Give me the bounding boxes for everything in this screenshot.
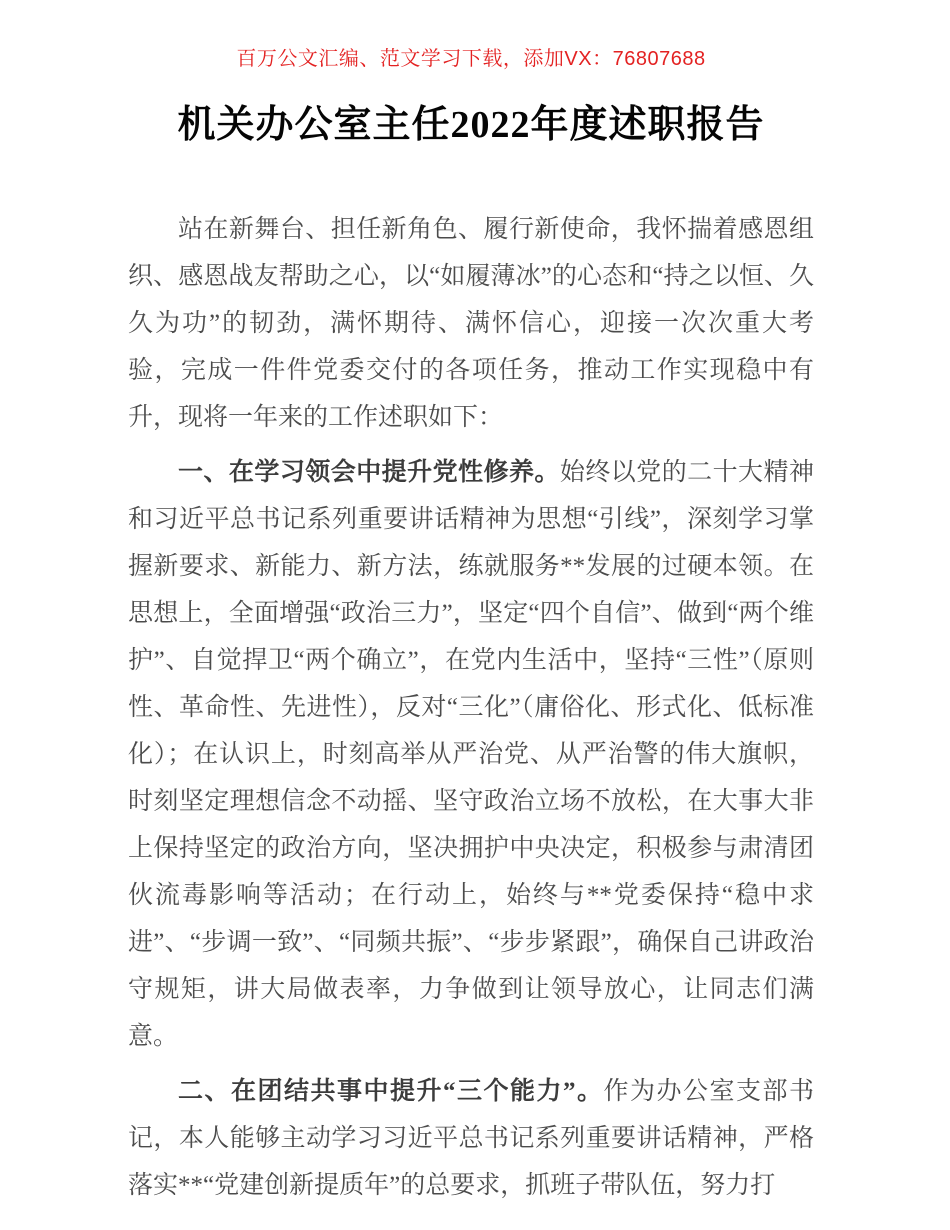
paragraph-text: 作为办公室支部书记，本人能够主动学习习近平总书记系列重要讲话精神，严格落实**“党建创新提质年”的总要求，抓班子带队伍，努力打	[128, 1078, 814, 1199]
paragraph	[128, 1068, 814, 1209]
paragraph	[128, 449, 814, 1060]
watermark-notice: 百万公文汇编、范文学习下载，添加VX：76807688	[236, 48, 706, 70]
paragraph	[128, 206, 814, 441]
section-heading: 二、在团结共事中提升“三个能力”。	[178, 1078, 604, 1105]
paragraph-text: 始终以党的二十大精神和习近平总书记系列重要讲话精神为思想“引线”，深刻学习掌握新要求、新能力、新方法，练就服务**发展的过硬本领。在思想上，全面增强“政治三力”，坚定“四个自信”、做到“两个维护”、自觉捍卫“两个确立”，在党内生活中，坚持“三性”（原则性、革命性、先进性），反对“三化”（庸俗化、形式化、低标准化）；在认识上，时刻高举从严治党、从严治警的伟大旗帜，时刻坚定理想信念不动摇、坚守政治立场不放松，在大事大非上保持坚定的政治方向，坚决拥护中央决定，积极参与肃清团伙流毒影响等活动；在行动上，始终与**党委保持“稳中求进”、“步调一致”、“同频共振”、“步步紧跟”，确保自己讲政治守规矩，讲大局做表率，力争做到让领导放心，让同志们满意。	[128, 459, 814, 1050]
paragraph-text: 站在新舞台、担任新角色、履行新使命，我怀揣着感恩组织、感恩战友帮助之心，以“如履薄冰”的心态和“持之以恒、久久为功”的韧劲，满怀期待、满怀信心，迎接一次次重大考验，完成一件件党委交付的各项任务，推动工作实现稳中有升，现将一年来的工作述职如下：	[128, 216, 814, 431]
document-title: 机关办公室主任2022年度述职报告	[177, 104, 765, 146]
section-heading: 一、在学习领会中提升党性修养。	[178, 459, 560, 486]
document-body	[128, 206, 814, 1209]
